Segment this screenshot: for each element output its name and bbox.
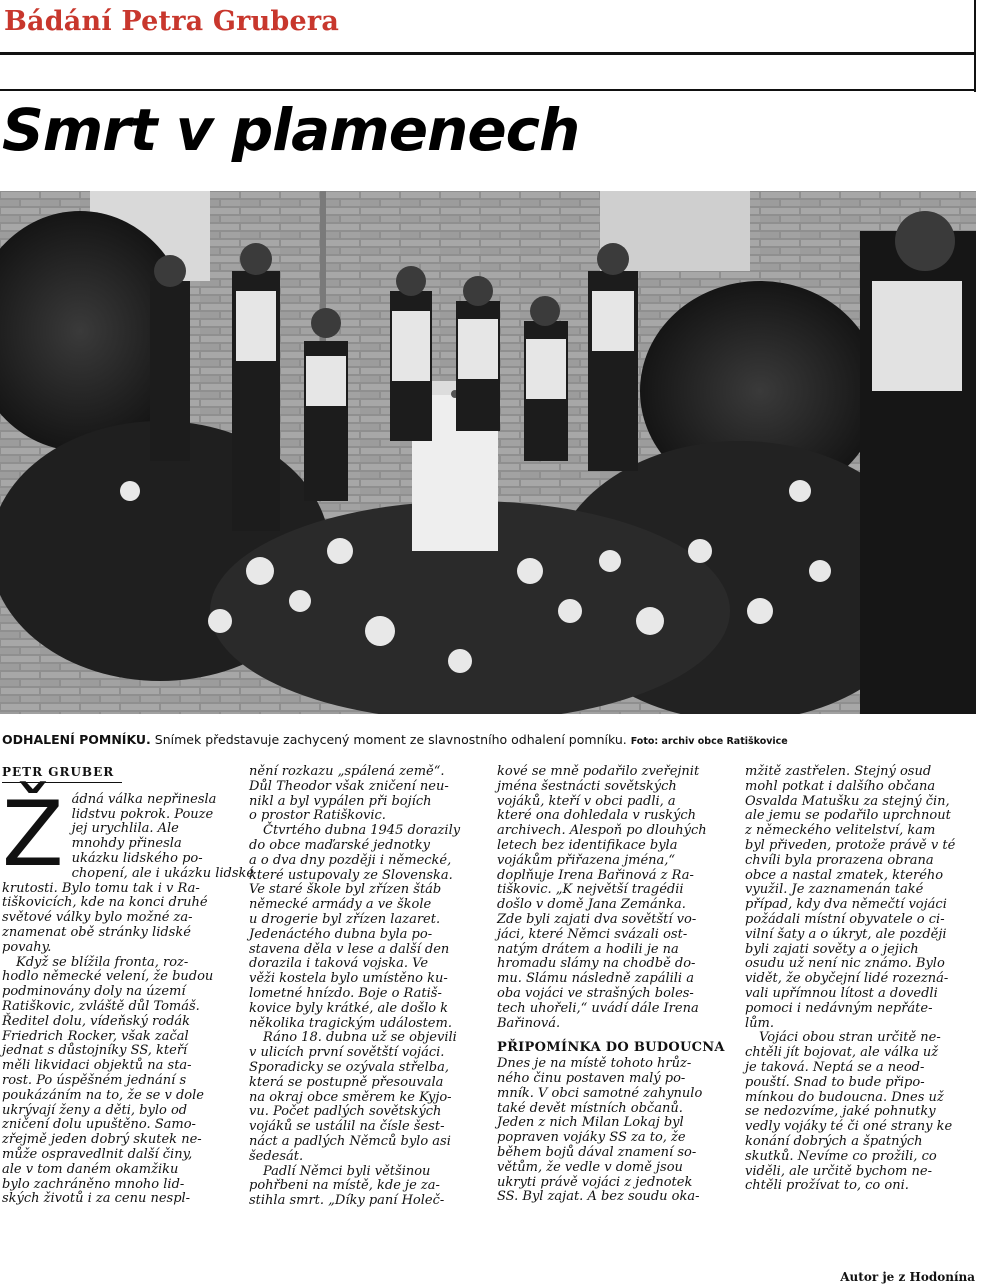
text-line: která se postupně přesouvala (249, 1074, 444, 1090)
text-line: pouští. Snad to bude připo- (745, 1074, 925, 1090)
text-line: pohřbeni na místě, kde je za- (249, 1178, 440, 1194)
text-line: šedesát. (249, 1148, 304, 1164)
text-line: vali upřímnou lítost a dovedli (745, 985, 938, 1001)
text-line: vedly vojáky té či oné strany ke (745, 1119, 953, 1135)
text-line: využil. Je zaznamenán také (745, 882, 924, 898)
text-line: během bojů dával znamení so- (497, 1144, 697, 1160)
caption-text: Snímek představuje zachycený moment ze slavnostního odhalení pomníku. (154, 732, 627, 747)
text-line: hodlo německé velení, že budou (2, 969, 214, 985)
text-line: chtěli jít bojovat, ale válka už (745, 1045, 939, 1061)
text-line: věži kostela bylo umístěno ku- (249, 971, 448, 987)
text-line: lometné hnízdo. Boje o Ratiš- (249, 985, 442, 1001)
text-line: došlo v domě Jana Zemánka. (497, 897, 686, 913)
text-line: případ, kdy dva němečtí vojáci (745, 897, 947, 913)
text-line: ukrývají ženy a děti, bylo od (2, 1102, 188, 1118)
text-line: doplňuje Irena Bařinová z Ra- (497, 867, 694, 883)
text-line: mu. Slámu následně zapálili a (497, 971, 694, 987)
text-line: nikl a byl vypálen při bojích (249, 793, 432, 809)
text-line: bylo zachráněno mnoho lid- (2, 1176, 185, 1192)
column-3-text (497, 765, 729, 1031)
text-line: jej urychlila. Ale (71, 821, 179, 837)
text-line: osudu už není nic známo. Bylo (745, 956, 945, 972)
headline-rule (0, 89, 976, 91)
text-line: lům. (745, 1015, 774, 1031)
text-line: kovice byly krátké, ale došlo k (249, 1000, 449, 1016)
text-line: stavena děla v lese a další den (249, 941, 450, 957)
text-line: konání dobrých a špatných (745, 1133, 923, 1149)
dropcap: Ž (2, 781, 64, 887)
text-line: oba vojáci ve strašných boles- (497, 985, 694, 1001)
text-line: je taková. Neptá se a neod- (745, 1059, 925, 1075)
text-line: tiškovic. „K největší tragédii (497, 882, 684, 898)
text-line: Vojáci obou stran určitě ne- (759, 1030, 941, 1046)
text-line: Důl Theodor však zničení neu- (249, 778, 449, 794)
column-2-text (249, 765, 481, 1209)
text-line: Zde byli zajati dva sovětští vo- (497, 911, 697, 927)
author-signoff: Autor je z Hodonína (840, 1270, 975, 1284)
text-line: do obce maďarské jednotky (249, 837, 430, 853)
text-line: požádali místní obyvatele o ci- (745, 911, 945, 927)
text-line: vu. Počet padlých sovětských (249, 1104, 442, 1120)
text-line: Osvalda Matušku za stejný čin, (745, 793, 950, 809)
memorial-photo (0, 191, 976, 714)
text-line: tech uhořeli,“ uvádí dále Irena (497, 1000, 699, 1016)
text-line: tiškovicích, kde na konci druhé (2, 895, 208, 911)
text-line: o prostor Ratiškovic. (249, 808, 386, 824)
text-line: větům, že vedle v domě jsou (497, 1159, 683, 1175)
text-line: Bařinová. (497, 1015, 561, 1031)
text-line: měli likvidaci objektů na sta- (2, 1058, 192, 1074)
text-line: mohl potkat i dalšího občana (745, 778, 936, 794)
text-line: z německého velitelství, kam (745, 823, 936, 839)
article-column-3 (497, 765, 729, 1205)
article-column-2 (249, 765, 481, 1209)
text-line: Ratiškovic, zvláště důl Tomáš. (2, 998, 200, 1014)
text-line: SS. Byl zajat. A bez soudu oka- (497, 1189, 700, 1205)
text-line: a o dva dny později i německé, (249, 852, 452, 868)
text-line: podminovány doly na území (2, 984, 186, 1000)
text-line: dorazila i taková vojska. Ve (249, 956, 429, 972)
text-line: stihla smrt. „Díky paní Holeč- (249, 1193, 445, 1209)
text-line: světové války bylo možné za- (2, 910, 193, 926)
text-line: hromadu slámy na chodbě do- (497, 956, 696, 972)
caption-lead: ODHALENÍ POMNÍKU. (2, 732, 151, 747)
text-line: povahy. (2, 939, 52, 955)
text-line: chvíli byla prorazena obrana (745, 852, 934, 868)
section-rubric: Bádání Petra Grubera (4, 6, 340, 37)
text-line: vojáků, kteří v obci padli, a (497, 793, 676, 809)
text-line: mžitě zastřelen. Stejný osud (745, 764, 932, 779)
text-line: ukázku lidského po- (71, 850, 203, 866)
column-3-text-continued (497, 1057, 729, 1205)
text-line: se nedozvíme, jaké pohnutky (745, 1104, 936, 1120)
text-line: jáci, které Němci svázali ost- (497, 926, 688, 942)
text-line: jména šestnácti sovětských (497, 778, 677, 794)
text-line: natým drátem a hodili je na (497, 941, 679, 957)
text-line: Sporadicky se ozývala střelba, (249, 1059, 449, 1075)
text-line: jednat s důstojníky SS, kteří (2, 1043, 188, 1059)
article-headline: Smrt v plamenech (2, 96, 580, 164)
caption-credit: Foto: archiv obce Ratiškovice (630, 736, 788, 747)
article-column-4 (745, 765, 977, 1194)
text-line: ného činu postaven malý po- (497, 1070, 686, 1086)
text-line: lidstvu pokrok. Pouze (71, 806, 214, 822)
text-line: mník. V obci samotné zahynulo (497, 1085, 703, 1101)
text-line: znamenat obě stránky lidské (2, 924, 191, 940)
text-line: nění rozkazu „spálená země“. (249, 764, 445, 779)
text-line: ale v tom daném okamžiku (2, 1161, 179, 1177)
text-line: Jedenáctého dubna byla po- (249, 926, 433, 942)
text-line: chopení, ale i ukázku lidské (71, 865, 255, 881)
text-line: Dnes je na místě tohoto hrůz- (497, 1056, 692, 1072)
text-line: chtěli prožívat to, co oni. (745, 1178, 909, 1194)
text-line: vojákům přiřazena jména,“ (497, 852, 676, 868)
text-line: na okraj obce směrem ke Kyjo- (249, 1089, 452, 1105)
top-rule (0, 52, 976, 55)
photo-caption (2, 732, 978, 747)
subheading: PŘIPOMÍNKA DO BUDOUCNA (497, 1040, 725, 1056)
memorial-photo-illustration (0, 191, 976, 714)
text-line: vojáků se ustálil na čísle šest- (249, 1119, 445, 1135)
text-line: v ulicích první sovětští vojáci. (249, 1045, 445, 1061)
text-line: popraven vojáky SS za to, že (497, 1130, 686, 1146)
text-line: mínkou do budoucna. Dnes už (745, 1089, 944, 1105)
text-line: německé armády a ve škole (249, 897, 432, 913)
text-line: které ustupovaly ze Slovenska. (249, 867, 453, 883)
text-line: Friedrich Rocker, však začal (2, 1028, 189, 1044)
text-line: Padlí Němci byli většinou (263, 1163, 431, 1179)
text-line: pomoci i nedávným nepřáte- (745, 1000, 933, 1016)
text-line: zničení dolu upuštěno. Samo- (2, 1117, 196, 1133)
text-line: Ve staré škole byl zřízen štáb (249, 882, 442, 898)
article-column-1 (2, 765, 255, 1207)
text-line: kové se mně podařilo zveřejnit (497, 764, 700, 779)
right-rule (974, 0, 976, 92)
text-line: Když se blížila fronta, roz- (16, 954, 189, 970)
text-line: archivech. Alespoň po dlouhých (497, 823, 707, 839)
text-line: vilní šaty a o úkryt, ale později (745, 926, 947, 942)
text-line: které ona dohledala v ruských (497, 808, 697, 824)
text-line: u drogerie byl zřízen lazaret. (249, 911, 441, 927)
text-line: ádná válka nepřinesla (71, 791, 217, 807)
byline: PETR GRUBER (2, 765, 122, 783)
text-line: mnohdy přinesla (71, 836, 182, 852)
text-line: Ráno 18. dubna už se objevili (263, 1030, 457, 1046)
text-line: vidět, že obyčejní lidé rozezná- (745, 971, 949, 987)
text-line: krutosti. Bylo tomu tak i v Ra- (2, 880, 200, 896)
text-line: byli zajati sověty a o jejich (745, 941, 919, 957)
text-line: ukryti právě vojáci z jednotek (497, 1174, 693, 1190)
text-line: skutků. Nevíme co prožili, co (745, 1148, 937, 1164)
text-line: ale jemu se podařilo uprchnout (745, 808, 951, 824)
text-line: několika tragickým událostem. (249, 1015, 452, 1031)
text-line: Jeden z nich Milan Lokaj byl (497, 1115, 684, 1131)
text-line: může ospravedlnit další činy, (2, 1146, 193, 1162)
text-line: viděli, ale určitě bychom ne- (745, 1163, 932, 1179)
text-line: Ředitel dolu, vídeňský rodák (2, 1013, 191, 1029)
text-line: obce a nastal zmatek, kterého (745, 867, 944, 883)
column-4-text (745, 765, 977, 1194)
text-line: byl přiveden, protože právě v té (745, 837, 956, 853)
text-line: Čtvrtého dubna 1945 dorazily (263, 823, 461, 839)
text-line: také devět místních občanů. (497, 1100, 683, 1116)
text-line: poukázáním na to, že se v dole (2, 1087, 204, 1103)
text-line: zřejmě jeden dobrý skutek ne- (2, 1132, 202, 1148)
text-line: ských životů i za cenu nespl- (2, 1191, 191, 1207)
text-line: letech bez identifikace byla (497, 837, 678, 853)
text-line: rost. Po úspěšném jednání s (2, 1072, 187, 1088)
text-line: náct a padlých Němců bylo asi (249, 1133, 451, 1149)
